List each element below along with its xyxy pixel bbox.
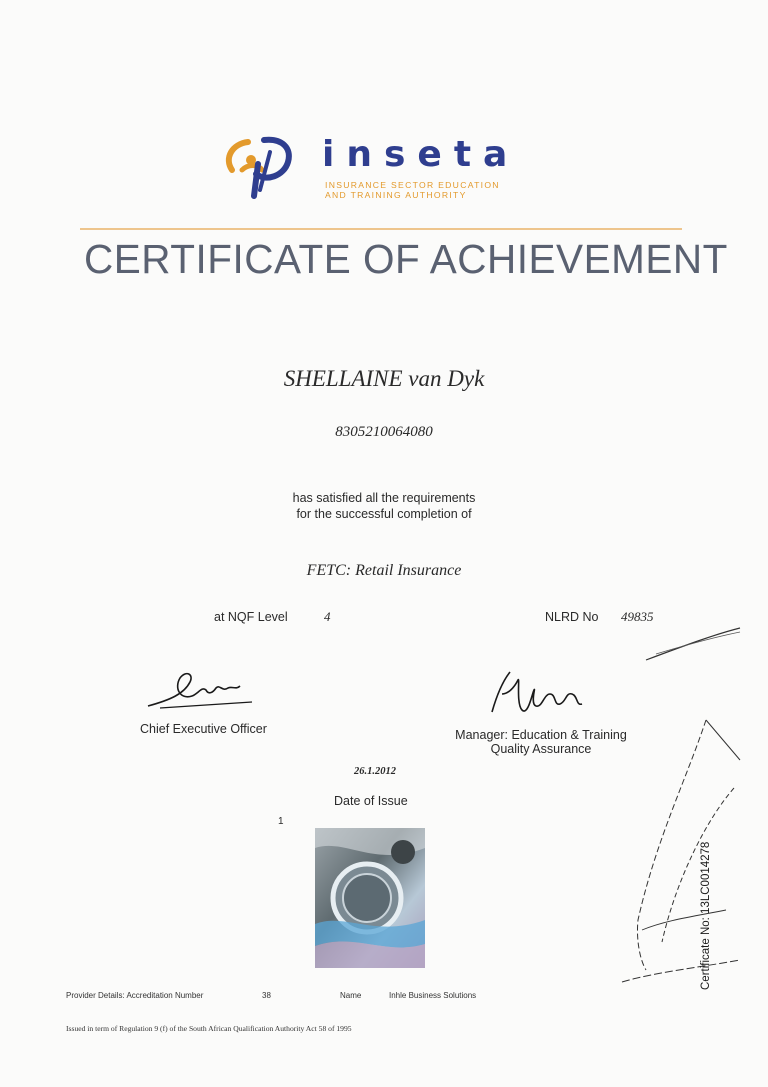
certificate-number: Certificate No: 13LC0014278 <box>700 841 712 990</box>
brand-tagline-line2: AND TRAINING AUTHORITY <box>325 190 467 200</box>
recipient-id-number: 8305210064080 <box>335 424 433 440</box>
brand-wordmark: inseta <box>322 134 520 175</box>
statement-line-1: has satisfied all the requirements <box>292 491 476 505</box>
ceo-title: Chief Executive Officer <box>140 722 267 736</box>
issue-date: 26.1.2012 <box>354 766 396 777</box>
ceo-signature <box>140 664 270 714</box>
recipient-name: SHELLAINE van Dyk <box>283 366 485 391</box>
inseta-logo <box>218 134 298 200</box>
hologram-seal <box>315 828 425 968</box>
certificate-title: CERTIFICATE OF ACHIEVEMENT <box>84 236 728 282</box>
nqf-value: 4 <box>324 609 331 624</box>
manager-title-line1: Manager: Education & Training <box>455 728 627 742</box>
header-divider <box>80 228 682 230</box>
brand-tagline-line1: INSURANCE SECTOR EDUCATION <box>325 180 500 190</box>
accreditation-number: 38 <box>262 991 271 1000</box>
statement-line-2: for the successful completion of <box>296 507 472 521</box>
provider-name: Inhle Business Solutions <box>389 991 477 1000</box>
completion-statement <box>0 490 768 522</box>
inseta-logo-mark <box>218 134 298 200</box>
brand-tagline <box>325 180 500 200</box>
provider-name-label: Name <box>340 991 362 1000</box>
manager-signature <box>480 664 590 720</box>
qualification-name: FETC: Retail Insurance <box>306 562 462 579</box>
nlrd-label: NLRD No <box>545 610 599 624</box>
issue-date-label: Date of Issue <box>334 794 408 808</box>
nlrd-value: 49835 <box>621 609 654 624</box>
manager-title-line2: Quality Assurance <box>490 742 592 756</box>
security-border-decoration <box>616 620 746 1000</box>
manager-title <box>452 728 630 756</box>
provider-label: Provider Details: Accreditation Number <box>66 991 204 1000</box>
regulation-notice: Issued in term of Regulation 9 (f) of the South African Qualification Authority Act 58 of 1995 <box>66 1024 352 1033</box>
nqf-label: at NQF Level <box>214 610 288 624</box>
page-marker: 1 <box>278 816 284 827</box>
